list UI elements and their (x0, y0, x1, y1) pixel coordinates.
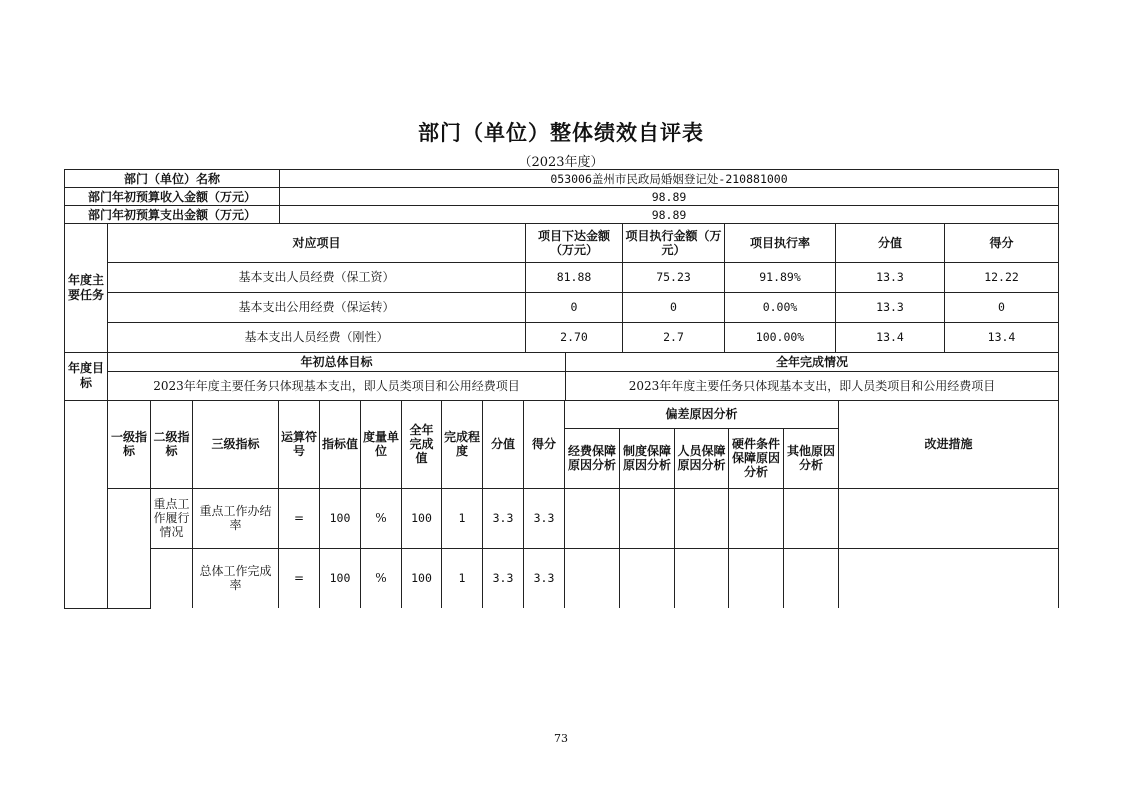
tasks-header-score-value: 分值 (836, 224, 945, 262)
evaluation-sheet (64, 169, 1058, 609)
indicator-degree: 1 (442, 488, 483, 548)
info-row-expense (65, 206, 1059, 224)
header-dev-personnel: 人员保障原因分析 (675, 428, 729, 488)
task-score-value: 13.3 (836, 292, 945, 322)
indicator-value: 100 (320, 548, 361, 608)
info-row-income (65, 188, 1059, 206)
indicator-value: 100 (320, 488, 361, 548)
task-score-value: 13.3 (836, 262, 945, 292)
improvement-cell (839, 488, 1059, 548)
header-level3: 三级指标 (193, 401, 279, 488)
indicator-annual-value: 100 (402, 548, 442, 608)
dev-system-cell (620, 488, 675, 548)
indicator-level3: 重点工作办结率 (193, 488, 279, 548)
tasks-header-executed: 项目执行金额（万元） (623, 224, 725, 262)
table-row (65, 262, 1059, 292)
tasks-header-rate: 项目执行率 (725, 224, 836, 262)
indicator-degree: 1 (442, 548, 483, 608)
dev-personnel-cell (675, 548, 729, 608)
tasks-section-label: 年度主要任务 (65, 224, 108, 352)
header-annual-value: 全年完成值 (402, 401, 442, 488)
task-executed: 2.7 (623, 322, 725, 352)
income-label: 部门年初预算收入金额（万元） (65, 188, 280, 206)
indicator-score-value: 3.3 (483, 488, 524, 548)
task-score: 12.22 (945, 262, 1059, 292)
tasks-table (64, 224, 1059, 353)
task-rate: 91.89% (725, 262, 836, 292)
report-year: （2023年度） (518, 155, 604, 170)
task-score: 13.4 (945, 322, 1059, 352)
header-degree: 完成程度 (442, 401, 483, 488)
dev-other-cell (784, 548, 839, 608)
indicator-operator: = (279, 488, 320, 548)
table-row (65, 292, 1059, 322)
task-score: 0 (945, 292, 1059, 322)
income-value: 98.89 (280, 188, 1059, 206)
tasks-header-row (65, 224, 1059, 262)
goals-section-label: 年度目标 (65, 353, 108, 401)
improvement-cell (839, 548, 1059, 608)
header-dev-other: 其他原因分析 (784, 428, 839, 488)
indicator-unit: % (361, 548, 402, 608)
table-row (65, 548, 1059, 608)
dev-hardware-cell (729, 488, 784, 548)
level1-cell (108, 488, 151, 608)
header-level1: 一级指标 (108, 401, 151, 488)
tasks-header-item: 对应项目 (108, 224, 526, 262)
dev-personnel-cell (675, 488, 729, 548)
dev-other-cell (784, 488, 839, 548)
goals-initial-header: 年初总体目标 (108, 353, 566, 372)
task-executed: 0 (623, 292, 725, 322)
indicators-table (64, 401, 1059, 609)
table-row (65, 322, 1059, 352)
task-item: 基本支出公用经费（保运转） (108, 292, 526, 322)
expense-value: 98.89 (280, 206, 1059, 224)
unit-name-value: 053006盖州市民政局婚姻登记处-210881000 (280, 170, 1059, 188)
header-unit: 度量单位 (361, 401, 402, 488)
header-dev-funding: 经费保障原因分析 (565, 428, 620, 488)
task-allocated: 81.88 (526, 262, 623, 292)
dev-funding-cell (565, 548, 620, 608)
indicator-operator: = (279, 548, 320, 608)
tasks-header-score: 得分 (945, 224, 1059, 262)
task-item: 基本支出人员经费（刚性） (108, 322, 526, 352)
goals-completion-header: 全年完成情况 (566, 353, 1059, 372)
indicator-level3: 总体工作完成率 (193, 548, 279, 608)
page-title: 部门（单位）整体绩效自评表 (418, 121, 704, 145)
indicator-unit: % (361, 488, 402, 548)
goals-initial-text: 2023年年度主要任务只体现基本支出，即人员类项目和公用经费项目 (108, 372, 566, 401)
task-rate: 0.00% (725, 292, 836, 322)
goals-body-row (65, 372, 1059, 401)
indicators-header-row-1 (65, 401, 1059, 428)
header-deviation: 偏差原因分析 (565, 401, 839, 428)
table-row (65, 488, 1059, 548)
task-executed: 75.23 (623, 262, 725, 292)
task-allocated: 0 (526, 292, 623, 322)
level2-cell (151, 548, 193, 608)
indicator-score: 3.3 (524, 548, 565, 608)
task-allocated: 2.70 (526, 322, 623, 352)
header-score-value: 分值 (483, 401, 524, 488)
dev-hardware-cell (729, 548, 784, 608)
header-operator: 运算符号 (279, 401, 320, 488)
dev-system-cell (620, 548, 675, 608)
task-rate: 100.00% (725, 322, 836, 352)
dev-funding-cell (565, 488, 620, 548)
indicators-section-label (65, 401, 108, 608)
expense-label: 部门年初预算支出金额（万元） (65, 206, 280, 224)
header-dev-hardware: 硬件条件保障原因分析 (729, 428, 784, 488)
goals-completion-text: 2023年年度主要任务只体现基本支出，即人员类项目和公用经费项目 (566, 372, 1059, 401)
task-item: 基本支出人员经费（保工资） (108, 262, 526, 292)
header-improvement: 改进措施 (839, 401, 1059, 488)
header-indicator-value: 指标值 (320, 401, 361, 488)
goals-header-row (65, 353, 1059, 372)
info-row-name (65, 170, 1059, 188)
unit-name-label: 部门（单位）名称 (65, 170, 280, 188)
page-number: 73 (554, 732, 568, 745)
indicator-score-value: 3.3 (483, 548, 524, 608)
task-score-value: 13.4 (836, 322, 945, 352)
header-level2: 二级指标 (151, 401, 193, 488)
tasks-header-allocated: 项目下达金额（万元） (526, 224, 623, 262)
info-table (64, 169, 1059, 224)
goals-table (64, 353, 1059, 402)
indicator-score: 3.3 (524, 488, 565, 548)
header-dev-system: 制度保障原因分析 (620, 428, 675, 488)
level2-group: 重点工作履行情况 (151, 488, 193, 548)
indicator-annual-value: 100 (402, 488, 442, 548)
header-score: 得分 (524, 401, 565, 488)
